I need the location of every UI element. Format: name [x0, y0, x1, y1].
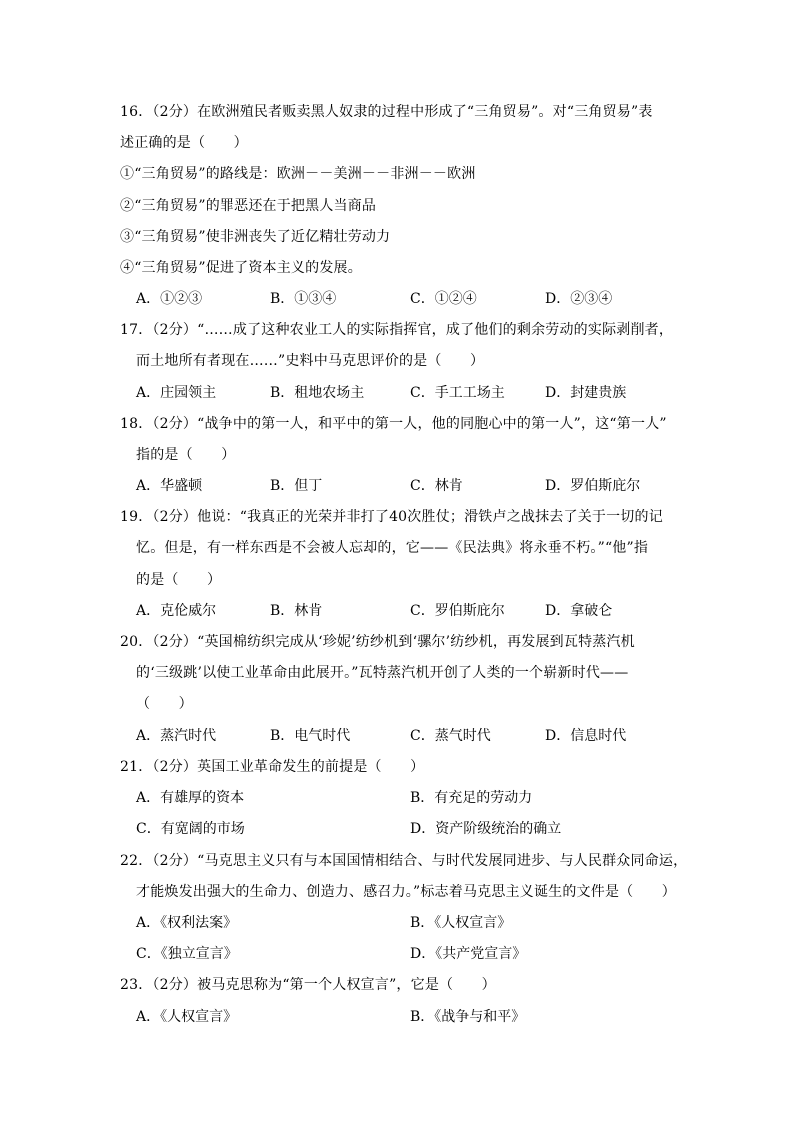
question-18-option-b[interactable]: B．但丁: [270, 478, 323, 494]
question-21-option-d[interactable]: D．资产阶级统治的确立: [410, 821, 562, 837]
question-23-option-b[interactable]: B．《战争与和平》: [410, 1009, 526, 1025]
question-18-option-a[interactable]: A．华盛顿: [136, 478, 203, 494]
question-19-option-b[interactable]: B．林肯: [270, 603, 323, 619]
question-16-statement-3: ③“三角贸易”使非洲丧失了近亿精壮劳动力: [120, 229, 391, 245]
question-21-option-a[interactable]: A．有雄厚的资本: [136, 790, 245, 806]
question-20-option-b[interactable]: B．电气时代: [270, 728, 351, 744]
question-21-option-b[interactable]: B．有充足的劳动力: [410, 790, 533, 806]
question-19-line-2: 忆。但是，有一样东西是不会被人忘却的，它——《民法典》将永垂不朽。”“他”指: [136, 540, 649, 556]
question-20-line-3: （ ）: [136, 696, 193, 712]
question-19-option-d[interactable]: D．拿破仑: [545, 603, 613, 619]
question-22-line-2: 才能焕发出强大的生命力、创造力、感召力。”标志着马克思主义诞生的文件是（ ）: [136, 884, 676, 900]
question-19-line-3: 的是（ ）: [136, 572, 222, 588]
question-18-line-1: 18．（2分）“战争中的第一人，和平中的第一人，他的同胞心中的第一人”，这“第一人”: [120, 416, 667, 432]
question-23-option-a[interactable]: A．《人权宣言》: [136, 1009, 238, 1025]
question-16-option-d[interactable]: D．②③④: [545, 291, 613, 307]
question-16-option-a[interactable]: A．①②③: [136, 291, 203, 307]
question-19-option-a[interactable]: A．克伦威尔: [136, 603, 217, 619]
question-17-line-2: 而土地所有者现在……”史料中马克思评价的是（ ）: [136, 353, 485, 369]
question-22-option-a[interactable]: A．《权利法案》: [136, 915, 238, 931]
question-16-statement-1: ①“三角贸易”的路线是：欧洲－－美洲－－非洲－－欧洲: [120, 166, 476, 182]
question-17-line-1: 17．（2分）“……成了这种农业工人的实际指挥官，成了他们的剩余劳动的实际剥削者，: [120, 322, 674, 338]
question-22-option-c[interactable]: C．《独立宣言》: [136, 946, 238, 962]
question-20-line-1: 20．（2分）“英国棉纺织完成从‘珍妮’纺纱机到‘骡尔’纺纱机，再发展到瓦特蒸汽机: [120, 634, 635, 650]
question-22-option-b[interactable]: B．《人权宣言》: [410, 915, 512, 931]
question-21-option-c[interactable]: C．有宽阔的市场: [136, 821, 245, 837]
question-23-line-1: 23．（2分）被马克思称为“第一个人权宣言”，它是（ ）: [120, 977, 496, 993]
question-17-option-b[interactable]: B．租地农场主: [270, 385, 365, 401]
question-22-line-1: 22．（2分）“马克思主义只有与本国国情相结合、与时代发展同进步、与人民群众同命运，: [120, 853, 688, 869]
question-16-option-c[interactable]: C．①②④: [410, 291, 477, 307]
question-19-line-1: 19．（2分）他说：“我真正的光荣并非打了40次胜仗；滑铁卢之战抹去了关于一切的记: [120, 509, 663, 525]
question-20-line-2: 的‘三级跳’以使工业革命由此展开。”瓦特蒸汽机开创了人类的一个崭新时代——: [136, 665, 629, 681]
question-20-option-c[interactable]: C．蒸气时代: [410, 728, 491, 744]
question-18-option-d[interactable]: D．罗伯斯庇尔: [545, 478, 641, 494]
question-17-option-d[interactable]: D．封建贵族: [545, 385, 627, 401]
question-16-option-b[interactable]: B．①③④: [270, 291, 337, 307]
question-16-statement-4: ④“三角贸易”促进了资本主义的发展。: [120, 260, 362, 276]
question-20-option-a[interactable]: A．蒸汽时代: [136, 728, 217, 744]
question-17-option-c[interactable]: C．手工工场主: [410, 385, 505, 401]
question-18-option-c[interactable]: C．林肯: [410, 478, 463, 494]
question-19-option-c[interactable]: C．罗伯斯庇尔: [410, 603, 505, 619]
question-20-option-d[interactable]: D．信息时代: [545, 728, 627, 744]
question-16-statement-2: ②“三角贸易”的罪恶还在于把黑人当商品: [120, 198, 377, 214]
question-16-line-1: 16．（2分）在欧洲殖民者贩卖黑人奴隶的过程中形成了“三角贸易”。对“三角贸易”表: [120, 104, 653, 120]
question-17-option-a[interactable]: A．庄园领主: [136, 385, 217, 401]
question-22-option-d[interactable]: D．《共产党宣言》: [410, 946, 527, 962]
question-18-line-2: 指的是（ ）: [136, 447, 236, 463]
question-21-line-1: 21．（2分）英国工业革命发生的前提是（ ）: [120, 759, 425, 775]
question-16-line-2: 述正确的是（ ）: [120, 135, 248, 151]
